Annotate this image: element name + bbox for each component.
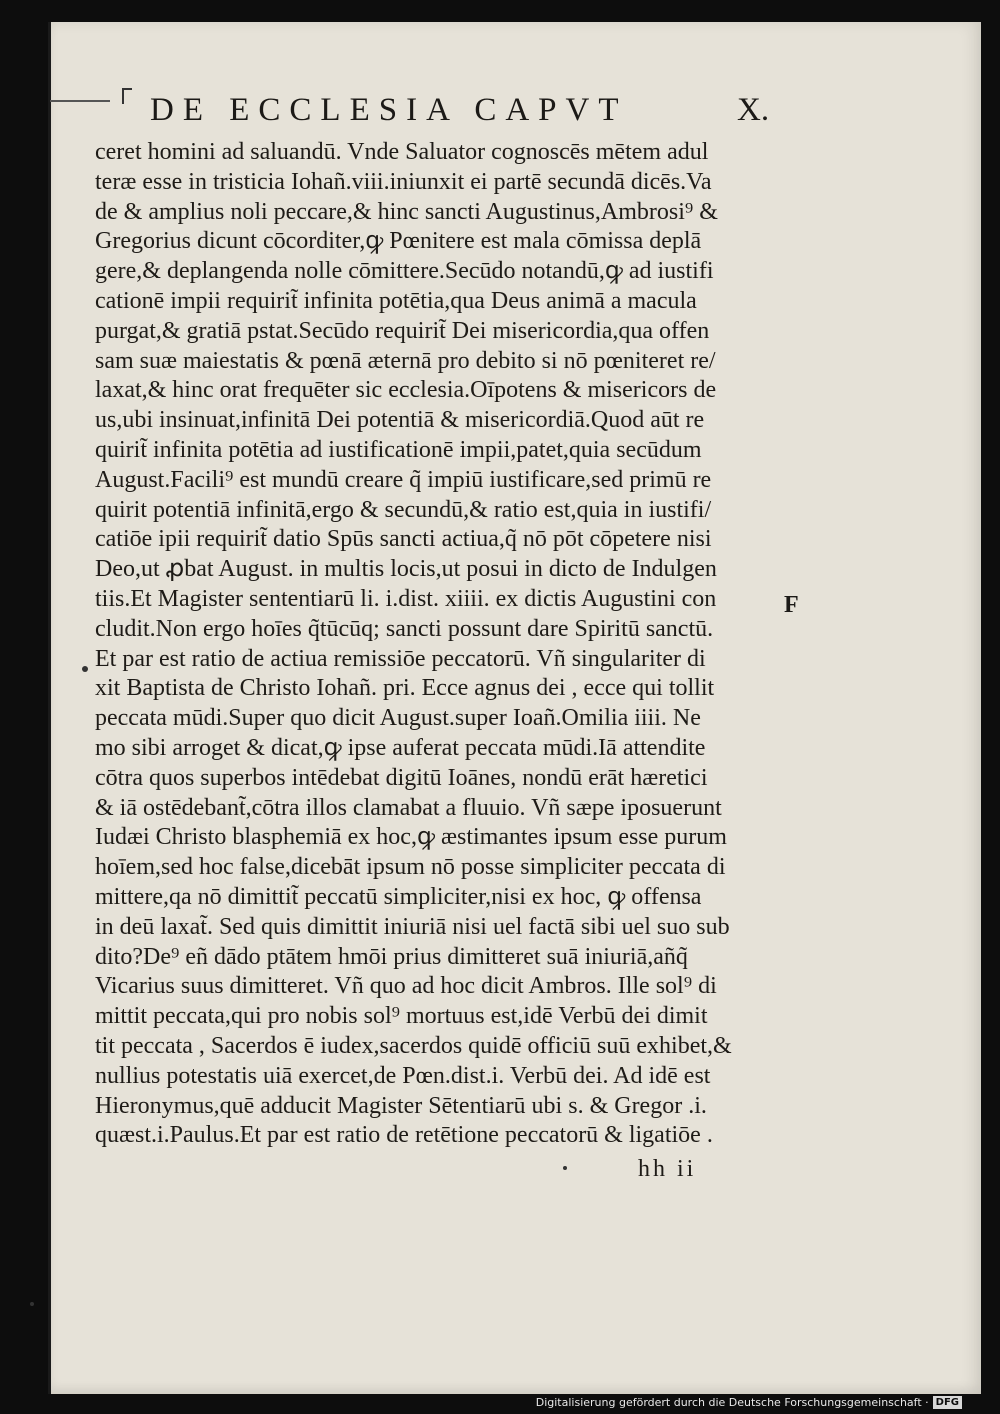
- ink-dot: [30, 1302, 34, 1306]
- text-line: dito?De⁹ eñ dādo ptātem hmōi prius dimitteret suā iniuriā,añq̃: [95, 943, 688, 970]
- text-line: Et par est ratio de actiua remissiōe peccatorū. Vñ singulariter di: [95, 645, 706, 672]
- text-line: cationē impii requirit̃ infinita potētia,qua Deus animā a macula: [95, 287, 697, 314]
- text-line: in deū laxat̃. Sed quis dimittit iniuriā nisi uel factā sibi uel suo sub: [95, 913, 730, 940]
- chapter-number: X.: [737, 92, 770, 128]
- text-line: teræ esse in tristicia Iohañ.viii.iniunxit ei partē secundā dicēs.Va: [95, 168, 712, 195]
- text-line: August.Facili⁹ est mundū creare q̃ impiū iustificare,sed primū re: [95, 466, 712, 493]
- text-line: Hieronymus,quē adducit Magister Sētentiarū ubi s. & Gregor .i.: [95, 1092, 707, 1119]
- dfg-logo: DFG: [933, 1396, 962, 1409]
- signature-mark: hh ii: [638, 1156, 697, 1182]
- text-line: hoīem,sed hoc false,dicebāt ipsum nō posse simpliciter peccata di: [95, 854, 726, 881]
- corner-mark: [122, 88, 132, 104]
- text-line: tit peccata , Sacerdos ē iudex,sacerdos quidē officiū suū exhibet,&: [95, 1032, 732, 1059]
- text-line: catiōe ipii requirit̃ datio Spūs sancti actiua,q̃ nō pōt cōpetere nisi: [95, 526, 712, 553]
- text-line: sam suæ maiestatis & pœnā æternā pro debito si nō pœniteret re/: [95, 347, 716, 374]
- running-head-title: DE ECCLESIA CAPVT: [150, 92, 628, 128]
- digitization-footer: [536, 1394, 962, 1410]
- text-line: Iudæi Christo blasphemiā ex hoc,ꝙ æstimantes ipsum esse purum: [95, 824, 727, 851]
- text-line: peccata mūdi.Super quo dicit August.super Ioañ.Omilia iiii. Ne: [95, 705, 701, 732]
- text-line: us,ubi insinuat,infinitā Dei potentiā & misericordiā.Quod aūt re: [95, 407, 705, 434]
- text-line: quirit̃ infinita potētia ad iustificationē impii,patet,quia secūdum: [95, 436, 702, 463]
- text-line: Vicarius suus dimitteret. Vñ quo ad hoc dicit Ambros. Ille sol⁹ di: [95, 973, 717, 1000]
- text-line: de & amplius noli peccare,& hinc sancti Augustinus,Ambrosi⁹ &: [95, 198, 718, 225]
- text-line: tiis.Et Magister sententiarū li. i.dist. xiiii. ex dictis Augustini con: [95, 585, 717, 612]
- text-line: gere,& deplangenda nolle cōmittere.Secūdo notandū,ꝙ ad iustifi: [95, 258, 714, 285]
- text-line: ceret homini ad saluandū. Vnde Saluator cognoscēs mētem adul: [95, 139, 709, 165]
- text-line: quæst.i.Paulus.Et par est ratio de retētione peccatorū & ligatiōe .: [95, 1122, 713, 1149]
- text-line: laxat,& hinc orat frequēter sic ecclesia.Oīpotens & misericors de: [95, 377, 717, 404]
- text-line: mittit peccata,qui pro nobis sol⁹ mortuus est,idē Verbū dei dimit: [95, 1003, 708, 1030]
- text-line: Gregorius dicunt cōcorditer,ꝙ Pœnitere est mala cōmissa deplā: [95, 228, 702, 255]
- ink-dot: [82, 666, 88, 672]
- text-line: cōtra quos superbos intēdebat digitū Ioānes, nondū erāt hæretici: [95, 764, 708, 791]
- text-line: Deo,ut ꝓbat August. in multis locis,ut posui in dicto de Indulgen: [95, 556, 717, 583]
- body-text: [95, 138, 775, 1151]
- text-line: xit Baptista de Christo Iohañ. pri. Ecce agnus dei , ecce qui tollit: [95, 675, 715, 702]
- footer-text: Digitalisierung gefördert durch die Deutsche Forschungsgemeinschaft ·: [535, 1395, 929, 1409]
- margin-rule: [50, 100, 110, 102]
- text-line: quirit potentiā infinitā,ergo & secundū,& ratio est,quia in iustifi/: [95, 496, 712, 523]
- text-line: & iā ostēdebant̃,cōtra illos clamabat a fluuio. Vñ sæpe iposuerunt: [95, 794, 722, 821]
- margin-letter: F: [784, 592, 799, 618]
- ink-dot: [563, 1166, 567, 1170]
- text-line: mittere,qa nō dimittit̃ peccatū simpliciter,nisi ex hoc, ꝙ offensa: [95, 883, 702, 910]
- text-line: purgat,& gratiā pstat.Secūdo requirit̃ Dei misericordia,qua offen: [95, 317, 710, 344]
- text-line: cludit.Non ergo hoīes q̃tūcūq; sancti possunt dare Spiritū sanctū.: [95, 615, 714, 642]
- text-line: nullius potestatis uiā exercet,de Pœn.dist.i. Verbū dei. Ad idē est: [95, 1062, 711, 1089]
- text-line: mo sibi arroget & dicat,ꝙ ipse auferat peccata mūdi.Iā attendite: [95, 734, 706, 761]
